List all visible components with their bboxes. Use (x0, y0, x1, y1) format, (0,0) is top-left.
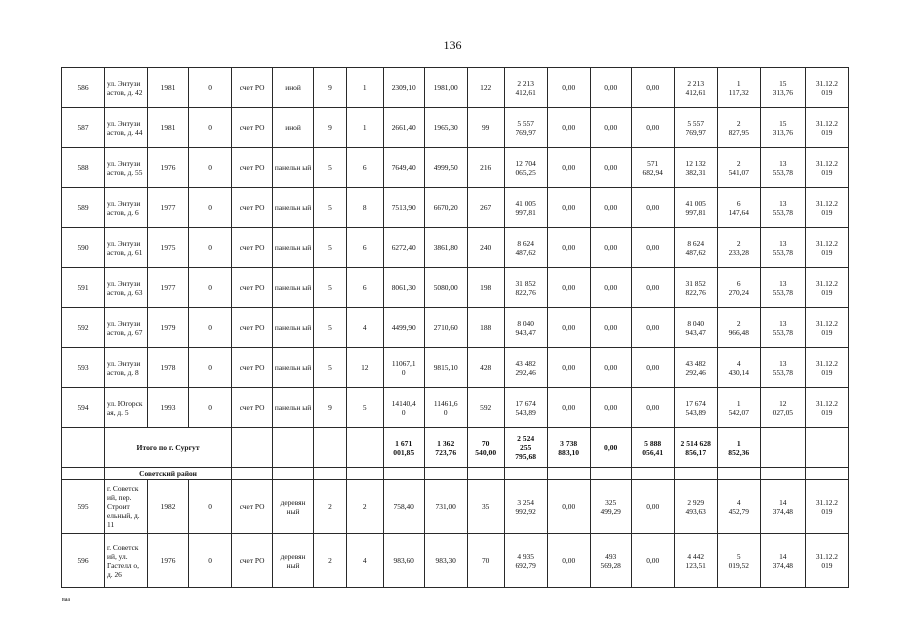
residents-cell: 70 (467, 534, 504, 588)
cost-c13-cell: 571 682,94 (631, 148, 674, 188)
row-number: 594 (62, 388, 105, 428)
residents-cell: 188 (467, 308, 504, 348)
cost-c11-cell: 0,00 (547, 388, 590, 428)
cost-c11-cell: 0,00 (547, 308, 590, 348)
cost-c12-cell: 325 499,29 (590, 480, 631, 534)
cost-total-cell: 12 704 065,25 (504, 148, 547, 188)
area-living-cell: 1981,00 (424, 68, 467, 108)
date-cell: 31.12.2 019 (805, 188, 848, 228)
table-row (62, 188, 849, 228)
entrances-cell: 2 (346, 480, 383, 534)
wall-material-cell: панельн ый (273, 308, 314, 348)
floors-cell: 5 (314, 148, 347, 188)
cost-c12-cell: 0,00 (590, 268, 631, 308)
unit-cost-cell: 4 430,14 (717, 348, 760, 388)
table-row (62, 268, 849, 308)
area-living-cell: 731,00 (424, 480, 467, 534)
area-living-cell: 11461,6 0 (424, 388, 467, 428)
wall-material-cell: панельн ый (273, 188, 314, 228)
date-cell: 31.12.2 019 (805, 388, 848, 428)
residents-cell: 240 (467, 228, 504, 268)
year-cell: 1982 (148, 480, 189, 534)
rows-before (62, 68, 849, 428)
area-living-cell: 2710,60 (424, 308, 467, 348)
floors-cell: 2 (314, 480, 347, 534)
limit-cost-cell: 13 553,78 (760, 308, 805, 348)
area-living-cell: 3861,80 (424, 228, 467, 268)
floors-cell: 5 (314, 308, 347, 348)
table-row (62, 148, 849, 188)
total-area-living: 1 362 723,76 (424, 428, 467, 468)
entrances-cell: 1 (346, 108, 383, 148)
limit-cost-cell: 13 553,78 (760, 188, 805, 228)
col3-cell: 0 (189, 308, 232, 348)
table-row (62, 68, 849, 108)
cost-c14-cell: 12 132 382,31 (674, 148, 717, 188)
col3-cell: 0 (189, 68, 232, 108)
area-living-cell: 9815,10 (424, 348, 467, 388)
col3-cell: 0 (189, 348, 232, 388)
cost-c14-cell: 8 624 487,62 (674, 228, 717, 268)
area-total-cell: 758,40 (383, 480, 424, 534)
fund-cell: счет РО (232, 480, 273, 534)
residents-cell: 99 (467, 108, 504, 148)
cost-c13-cell: 0,00 (631, 68, 674, 108)
area-total-cell: 7513,90 (383, 188, 424, 228)
row-number: 589 (62, 188, 105, 228)
table-row (62, 228, 849, 268)
cost-c14-cell: 43 482 292,46 (674, 348, 717, 388)
address-cell: ул. Энтузи астов, д. 8 (105, 348, 148, 388)
year-cell: 1978 (148, 348, 189, 388)
date-cell: 31.12.2 019 (805, 534, 848, 588)
total-c11: 3 738 883,10 (547, 428, 590, 468)
address-cell: ул. Энтузи астов, д. 67 (105, 308, 148, 348)
footer-mark: ваа (62, 597, 71, 603)
col3-cell: 0 (189, 188, 232, 228)
cost-c13-cell: 0,00 (631, 188, 674, 228)
floors-cell: 9 (314, 108, 347, 148)
col3-cell: 0 (189, 108, 232, 148)
limit-cost-cell: 13 553,78 (760, 268, 805, 308)
cost-c11-cell: 0,00 (547, 480, 590, 534)
area-living-cell: 4999,50 (424, 148, 467, 188)
date-cell: 31.12.2 019 (805, 68, 848, 108)
entrances-cell: 6 (346, 268, 383, 308)
total-c13: 5 888 056,41 (631, 428, 674, 468)
row-number: 591 (62, 268, 105, 308)
address-cell: ул. Энтузи астов, д. 6 (105, 188, 148, 228)
area-total-cell: 6272,40 (383, 228, 424, 268)
limit-cost-cell: 12 027,05 (760, 388, 805, 428)
registry-table (61, 67, 849, 588)
col3-cell: 0 (189, 388, 232, 428)
floors-cell: 5 (314, 348, 347, 388)
area-total-cell: 11067,1 0 (383, 348, 424, 388)
cost-total-cell: 3 254 992,92 (504, 480, 547, 534)
area-total-cell: 2661,40 (383, 108, 424, 148)
unit-cost-cell: 2 233,28 (717, 228, 760, 268)
cost-c14-cell: 31 852 822,76 (674, 268, 717, 308)
address-cell: ул. Энтузи астов, д. 44 (105, 108, 148, 148)
floors-cell: 9 (314, 68, 347, 108)
area-living-cell: 1965,30 (424, 108, 467, 148)
address-cell: г. Советск ий, пер. Строит ельный, д. 11 (105, 480, 148, 534)
year-cell: 1977 (148, 188, 189, 228)
year-cell: 1976 (148, 148, 189, 188)
total-section (62, 428, 849, 480)
area-living-cell: 6670,20 (424, 188, 467, 228)
wall-material-cell: панельн ый (273, 388, 314, 428)
entrances-cell: 4 (346, 534, 383, 588)
floors-cell: 5 (314, 228, 347, 268)
page-number: 136 (443, 38, 462, 52)
total-cost: 2 524 255 795,68 (504, 428, 547, 468)
total-residents: 70 540,00 (467, 428, 504, 468)
cost-c11-cell: 0,00 (547, 534, 590, 588)
district-label: Советский район (105, 468, 232, 480)
cost-c14-cell: 41 005 997,81 (674, 188, 717, 228)
fund-cell: счет РО (232, 268, 273, 308)
floors-cell: 5 (314, 268, 347, 308)
row-number: 586 (62, 68, 105, 108)
floors-cell: 5 (314, 188, 347, 228)
cost-total-cell: 8 624 487,62 (504, 228, 547, 268)
unit-cost-cell: 2 966,48 (717, 308, 760, 348)
date-cell: 31.12.2 019 (805, 348, 848, 388)
limit-cost-cell: 14 374,48 (760, 534, 805, 588)
unit-cost-cell: 2 827,95 (717, 108, 760, 148)
cost-c14-cell: 2 213 412,61 (674, 68, 717, 108)
date-cell: 31.12.2 019 (805, 480, 848, 534)
cost-c13-cell: 0,00 (631, 534, 674, 588)
residents-cell: 198 (467, 268, 504, 308)
col3-cell: 0 (189, 268, 232, 308)
cost-total-cell: 41 005 997,81 (504, 188, 547, 228)
year-cell: 1981 (148, 68, 189, 108)
fund-cell: счет РО (232, 108, 273, 148)
unit-cost-cell: 1 117,32 (717, 68, 760, 108)
row-number: 587 (62, 108, 105, 148)
cost-total-cell: 31 852 822,76 (504, 268, 547, 308)
table-row (62, 108, 849, 148)
cost-c12-cell: 0,00 (590, 308, 631, 348)
cost-c13-cell: 0,00 (631, 308, 674, 348)
cost-c13-cell: 0,00 (631, 480, 674, 534)
address-cell: ул. Энтузи астов, д. 61 (105, 228, 148, 268)
table-row (62, 388, 849, 428)
year-cell: 1977 (148, 268, 189, 308)
row-number: 595 (62, 480, 105, 534)
cost-c13-cell: 0,00 (631, 108, 674, 148)
table-row (62, 308, 849, 348)
limit-cost-cell: 15 313,76 (760, 108, 805, 148)
entrances-cell: 1 (346, 68, 383, 108)
address-cell: ул. Энтузи астов, д. 63 (105, 268, 148, 308)
area-total-cell: 2309,10 (383, 68, 424, 108)
unit-cost-cell: 1 542,07 (717, 388, 760, 428)
date-cell: 31.12.2 019 (805, 108, 848, 148)
area-living-cell: 5080,00 (424, 268, 467, 308)
cost-total-cell: 2 213 412,61 (504, 68, 547, 108)
col3-cell: 0 (189, 480, 232, 534)
date-cell: 31.12.2 019 (805, 148, 848, 188)
year-cell: 1993 (148, 388, 189, 428)
entrances-cell: 6 (346, 148, 383, 188)
cost-total-cell: 5 557 769,97 (504, 108, 547, 148)
wall-material-cell: панельн ый (273, 268, 314, 308)
col3-cell: 0 (189, 534, 232, 588)
fund-cell: счет РО (232, 188, 273, 228)
entrances-cell: 4 (346, 308, 383, 348)
row-number: 593 (62, 348, 105, 388)
area-living-cell: 983,30 (424, 534, 467, 588)
area-total-cell: 14140,4 0 (383, 388, 424, 428)
cost-c13-cell: 0,00 (631, 388, 674, 428)
total-area-total: 1 671 001,85 (383, 428, 424, 468)
cost-c11-cell: 0,00 (547, 228, 590, 268)
cost-c12-cell: 0,00 (590, 148, 631, 188)
cost-c14-cell: 8 040 943,47 (674, 308, 717, 348)
col3-cell: 0 (189, 228, 232, 268)
limit-cost-cell: 13 553,78 (760, 148, 805, 188)
total-label: Итого по г. Сургут (105, 428, 232, 468)
year-cell: 1979 (148, 308, 189, 348)
row-number: 590 (62, 228, 105, 268)
cost-c11-cell: 0,00 (547, 268, 590, 308)
row-number: 592 (62, 308, 105, 348)
fund-cell: счет РО (232, 68, 273, 108)
wall-material-cell: панельн ый (273, 228, 314, 268)
limit-cost-cell: 14 374,48 (760, 480, 805, 534)
cost-total-cell: 17 674 543,89 (504, 388, 547, 428)
entrances-cell: 5 (346, 388, 383, 428)
residents-cell: 267 (467, 188, 504, 228)
cost-c12-cell: 0,00 (590, 68, 631, 108)
total-c12: 0,00 (590, 428, 631, 468)
address-cell: г. Советск ий, ул. Гастелл о, д. 26 (105, 534, 148, 588)
entrances-cell: 12 (346, 348, 383, 388)
cost-c11-cell: 0,00 (547, 68, 590, 108)
cost-c12-cell: 493 569,28 (590, 534, 631, 588)
cost-total-cell: 8 040 943,47 (504, 308, 547, 348)
unit-cost-cell: 5 019,52 (717, 534, 760, 588)
wall-material-cell: иной (273, 68, 314, 108)
year-cell: 1975 (148, 228, 189, 268)
total-row (62, 428, 849, 468)
row-number: 596 (62, 534, 105, 588)
total-c15: 1 852,36 (717, 428, 760, 468)
table-row (62, 534, 849, 588)
unit-cost-cell: 6 147,64 (717, 188, 760, 228)
wall-material-cell: деревян ный (273, 534, 314, 588)
cost-c12-cell: 0,00 (590, 348, 631, 388)
year-cell: 1981 (148, 108, 189, 148)
cost-c12-cell: 0,00 (590, 108, 631, 148)
cost-c11-cell: 0,00 (547, 348, 590, 388)
floors-cell: 9 (314, 388, 347, 428)
table-row (62, 348, 849, 388)
cost-total-cell: 43 482 292,46 (504, 348, 547, 388)
fund-cell: счет РО (232, 228, 273, 268)
fund-cell: счет РО (232, 388, 273, 428)
cost-total-cell: 4 935 692,79 (504, 534, 547, 588)
cost-c13-cell: 0,00 (631, 268, 674, 308)
cost-c12-cell: 0,00 (590, 188, 631, 228)
wall-material-cell: панельн ый (273, 148, 314, 188)
residents-cell: 592 (467, 388, 504, 428)
entrances-cell: 6 (346, 228, 383, 268)
wall-material-cell: панельн ый (273, 348, 314, 388)
cost-c13-cell: 0,00 (631, 228, 674, 268)
area-total-cell: 7649,40 (383, 148, 424, 188)
residents-cell: 216 (467, 148, 504, 188)
date-cell: 31.12.2 019 (805, 268, 848, 308)
residents-cell: 122 (467, 68, 504, 108)
table-row (62, 480, 849, 534)
unit-cost-cell: 2 541,07 (717, 148, 760, 188)
fund-cell: счет РО (232, 148, 273, 188)
fund-cell: счет РО (232, 308, 273, 348)
cost-c14-cell: 4 442 123,51 (674, 534, 717, 588)
area-total-cell: 8061,30 (383, 268, 424, 308)
residents-cell: 428 (467, 348, 504, 388)
cost-c14-cell: 5 557 769,97 (674, 108, 717, 148)
wall-material-cell: иной (273, 108, 314, 148)
cost-c14-cell: 2 929 493,63 (674, 480, 717, 534)
fund-cell: счет РО (232, 534, 273, 588)
cost-c11-cell: 0,00 (547, 108, 590, 148)
unit-cost-cell: 4 452,79 (717, 480, 760, 534)
floors-cell: 2 (314, 534, 347, 588)
area-total-cell: 983,60 (383, 534, 424, 588)
fund-cell: счет РО (232, 348, 273, 388)
total-c14: 2 514 628 856,17 (674, 428, 717, 468)
wall-material-cell: деревян ный (273, 480, 314, 534)
cost-c13-cell: 0,00 (631, 348, 674, 388)
row-number: 588 (62, 148, 105, 188)
address-cell: ул. Энтузи астов, д. 55 (105, 148, 148, 188)
unit-cost-cell: 6 270,24 (717, 268, 760, 308)
address-cell: ул. Югорск ая, д. 5 (105, 388, 148, 428)
date-cell: 31.12.2 019 (805, 308, 848, 348)
cost-c12-cell: 0,00 (590, 388, 631, 428)
entrances-cell: 8 (346, 188, 383, 228)
limit-cost-cell: 15 313,76 (760, 68, 805, 108)
year-cell: 1976 (148, 534, 189, 588)
residents-cell: 35 (467, 480, 504, 534)
cost-c11-cell: 0,00 (547, 148, 590, 188)
cost-c12-cell: 0,00 (590, 228, 631, 268)
limit-cost-cell: 13 553,78 (760, 348, 805, 388)
date-cell: 31.12.2 019 (805, 228, 848, 268)
cost-c11-cell: 0,00 (547, 188, 590, 228)
district-row (62, 468, 849, 480)
cost-c14-cell: 17 674 543,89 (674, 388, 717, 428)
limit-cost-cell: 13 553,78 (760, 228, 805, 268)
col3-cell: 0 (189, 148, 232, 188)
address-cell: ул. Энтузи астов, д. 42 (105, 68, 148, 108)
area-total-cell: 4499,90 (383, 308, 424, 348)
rows-after (62, 480, 849, 588)
